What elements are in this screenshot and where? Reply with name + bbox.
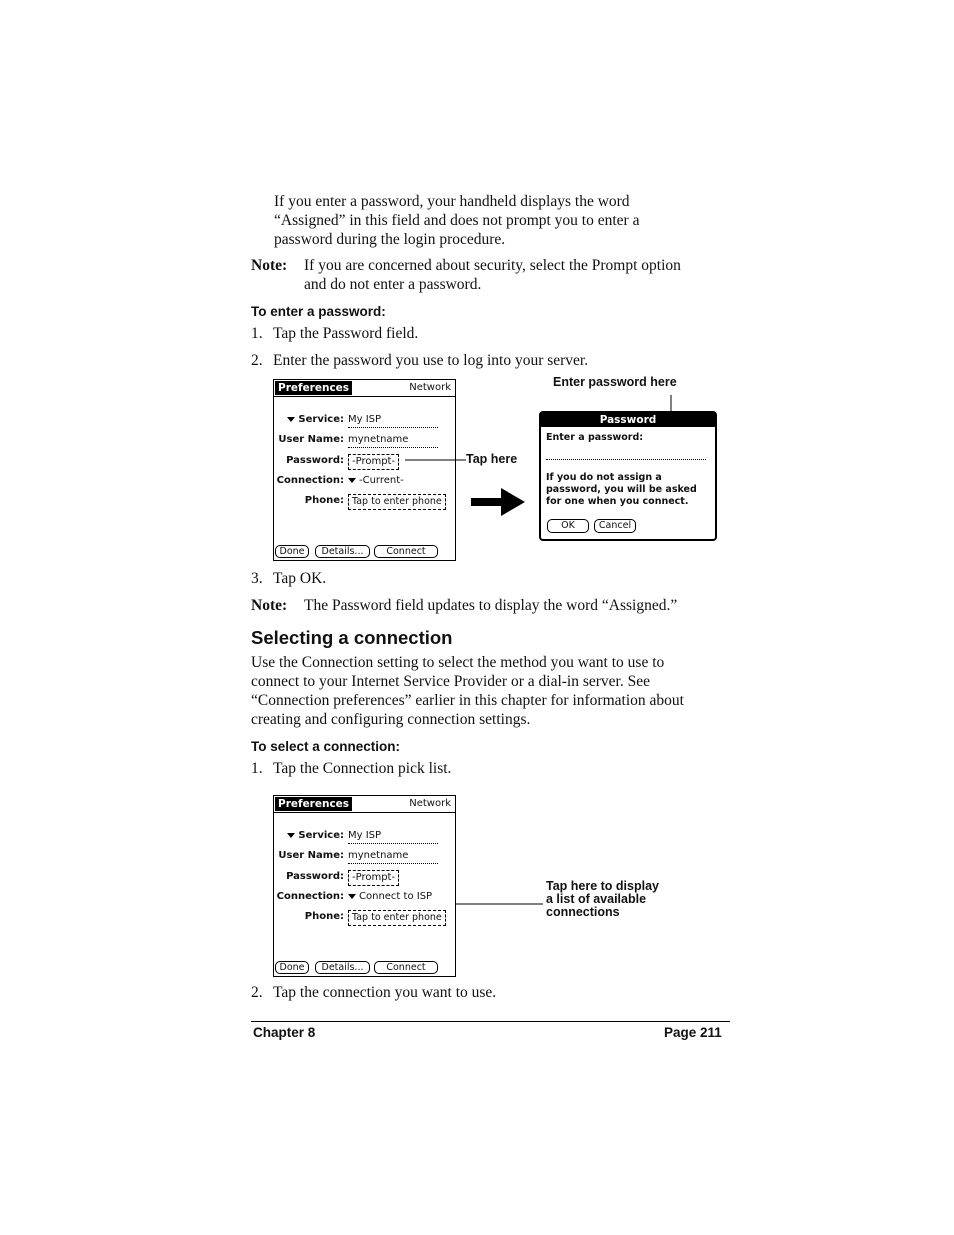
ok-button[interactable]: OK xyxy=(547,519,589,533)
password-input[interactable] xyxy=(546,459,706,460)
connect-button[interactable]: Connect xyxy=(374,545,438,558)
palm-network-screen xyxy=(273,795,456,977)
section-heading: Selecting a connection xyxy=(251,627,453,648)
procedure-title: To enter a password: xyxy=(251,304,386,319)
phone-field[interactable]: Tap to enter phone xyxy=(348,910,446,926)
password-dialog xyxy=(539,411,717,541)
dialog-title: Password xyxy=(541,413,715,427)
dropdown-arrow-icon xyxy=(287,833,295,838)
step: 1. Tap the Connection pick list. xyxy=(251,760,452,777)
step: 3. Tap OK. xyxy=(251,570,327,587)
password-prompt: Enter a password: xyxy=(546,432,644,443)
cancel-button[interactable]: Cancel xyxy=(594,519,636,533)
password-row: Password: -Prompt- xyxy=(274,454,455,468)
details-button[interactable]: Details... xyxy=(315,545,370,558)
connection-picker[interactable]: -Current- xyxy=(348,474,404,488)
step: 1. Tap the Password field. xyxy=(251,325,419,342)
phone-row: Phone: Tap to enter phone xyxy=(274,494,455,508)
screen-category: Network xyxy=(409,798,451,809)
footer-chapter: Chapter 8 xyxy=(253,1025,316,1040)
right-arrow-icon xyxy=(471,488,525,516)
intro-line: If you enter a password, your handheld displays the word xyxy=(274,193,630,210)
username-row: User Name: mynetname xyxy=(274,849,455,863)
password-row: Password: -Prompt- xyxy=(274,870,455,884)
password-field[interactable]: -Prompt- xyxy=(348,870,399,886)
connection-picker[interactable]: Connect to ISP xyxy=(348,890,432,904)
callout-tap-here: Tap here xyxy=(466,452,518,466)
connection-row: Connection: Connect to ISP xyxy=(276,891,433,902)
screen-title: Preferences xyxy=(275,381,352,395)
callout-enter-password: Enter password here xyxy=(553,375,677,389)
service-row[interactable]: Service: My ISP xyxy=(274,829,455,843)
note-label: Note: xyxy=(251,257,288,274)
connection-row: Connection: -Current- xyxy=(276,475,404,486)
done-button[interactable]: Done xyxy=(275,545,309,558)
service-row[interactable]: Service: My ISP xyxy=(274,413,455,427)
done-button[interactable]: Done xyxy=(275,961,309,974)
connect-button[interactable]: Connect xyxy=(374,961,438,974)
username-row: User Name: mynetname xyxy=(274,433,455,447)
phone-field[interactable]: Tap to enter phone xyxy=(348,494,446,510)
password-field[interactable]: -Prompt- xyxy=(348,454,399,470)
callout-connection-list: Tap here to display a list of available connections xyxy=(546,879,659,919)
footer-rule xyxy=(251,1021,730,1022)
username-field[interactable]: mynetname xyxy=(348,433,438,448)
dropdown-arrow-icon xyxy=(348,894,356,899)
dialog-info: If you do not assign a password, you will be asked for one when you connect. xyxy=(546,472,697,507)
phone-row: Phone: Tap to enter phone xyxy=(274,910,455,924)
service-field[interactable]: My ISP xyxy=(348,413,438,428)
title-bar xyxy=(274,796,455,813)
screen-category: Network xyxy=(409,382,451,393)
section-paragraph: Use the Connection setting to select the method you want to use to connect to your Internet Service Provider or a dial-in server. See “Connection preferences” earlier in this chapter for information about creating and configuring connection settings. xyxy=(251,654,684,728)
intro-line: “Assigned” in this field and does not prompt you to enter a xyxy=(274,212,640,229)
details-button[interactable]: Details... xyxy=(315,961,370,974)
service-field[interactable]: My ISP xyxy=(348,829,438,844)
note-assigned: Note: The Password field updates to display the word “Assigned.” xyxy=(251,597,678,614)
username-field[interactable]: mynetname xyxy=(348,849,438,864)
note-line: If you are concerned about security, select the Prompt option xyxy=(304,257,681,274)
step: 2. Tap the connection you want to use. xyxy=(251,984,497,1001)
footer-page-number: Page 211 xyxy=(664,1025,722,1040)
note-line: and do not enter a password. xyxy=(304,276,482,293)
step: 2. Enter the password you use to log into your server. xyxy=(251,352,589,369)
procedure-title: To select a connection: xyxy=(251,739,401,754)
screen-title: Preferences xyxy=(275,797,352,811)
intro-line: password during the login procedure. xyxy=(274,231,506,248)
